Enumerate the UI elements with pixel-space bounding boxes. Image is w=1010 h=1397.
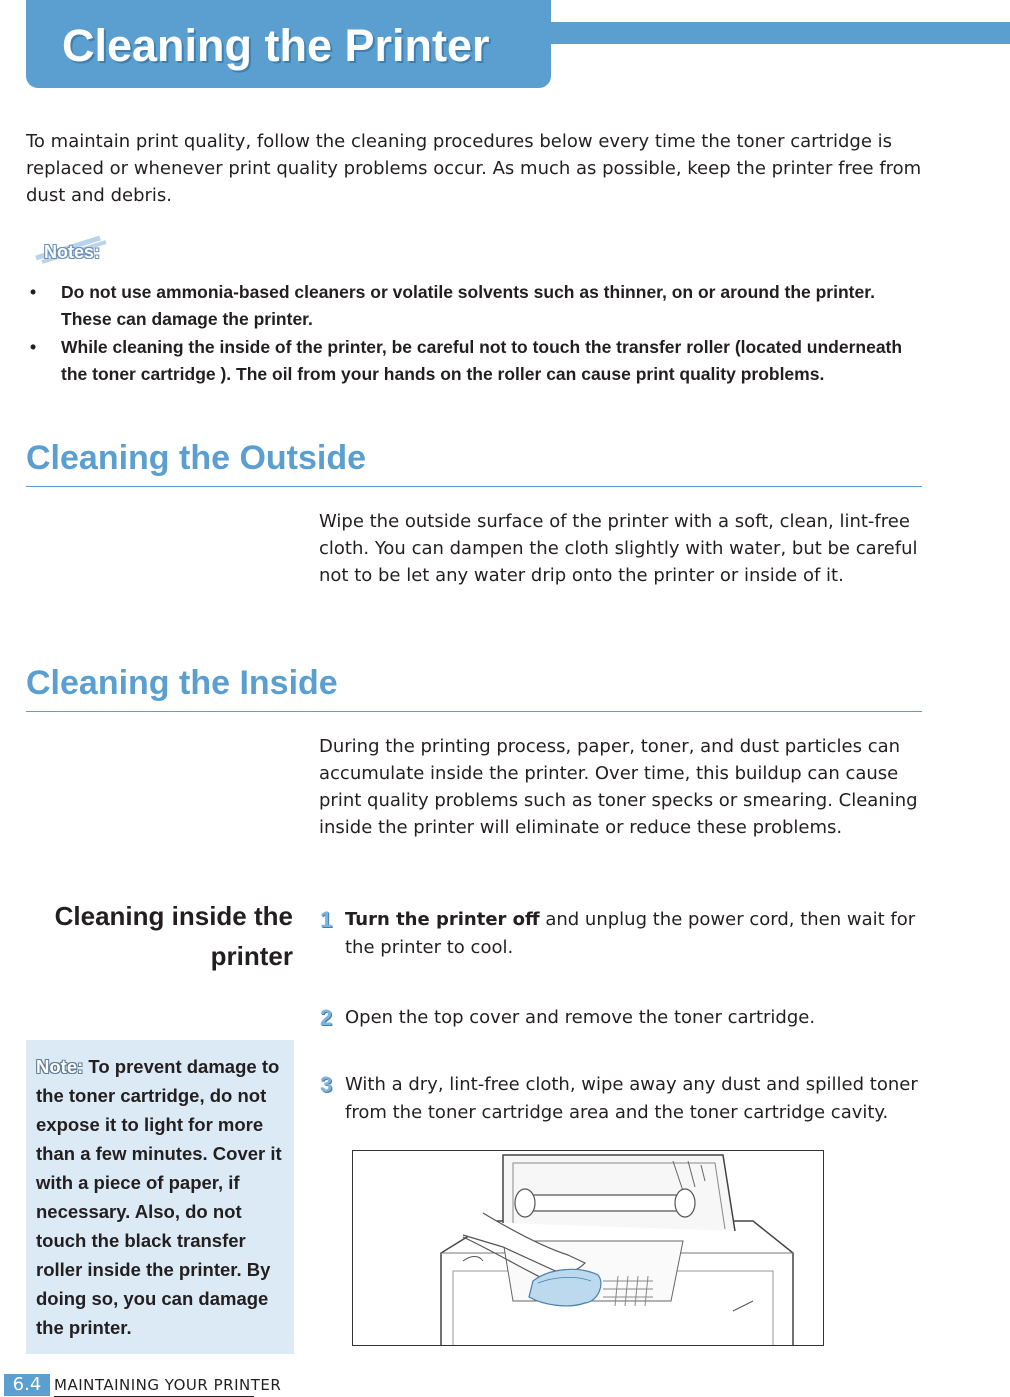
outside-body: Wipe the outside surface of the printer with a soft, clean, lint-free cloth. You can dampen the cloth slightly with water, but be careful not to be let any water drip onto the printer or inside of it. bbox=[319, 511, 918, 586]
step-body: and unplug the power cord, then wait for the printer to cool. bbox=[345, 909, 916, 958]
note-item-text: While cleaning the inside of the printer, be careful not to touch the transfer roller (located underneath the toner cartridge ). The oil from your hands on the roller can cause print quality problems. bbox=[61, 337, 903, 384]
inside-body: During the printing process, paper, toner, and dust particles can accumulate inside the printer. Over time, this buildup can cause print quality problems such as toner specks or smearing. Cleaning inside the printer will eliminate or reduce these problems. bbox=[319, 736, 918, 838]
footer-chapter-title: MAINTAINING YOUR PRINTER bbox=[54, 1376, 282, 1394]
side-note-body: To prevent damage to the toner cartridge, do not expose it to light for more than a few minutes. Cover it with a piece of paper, if necessary. Also, do not touch the black transfer roller inside the printer. By doing so, you can damage the printer. bbox=[36, 1056, 282, 1338]
step-text bbox=[345, 1071, 920, 1127]
step-emphasis: Turn the printer off bbox=[345, 909, 540, 930]
subheading-line: Cleaning inside the bbox=[54, 901, 293, 931]
note-item-text: Do not use ammonia-based cleaners or volatile solvents such as thinner, on or around the printer. These can damage the printer. bbox=[61, 282, 875, 329]
step-text bbox=[345, 906, 920, 962]
bullet-icon: • bbox=[30, 282, 37, 302]
note-item bbox=[30, 279, 910, 333]
notes-list bbox=[30, 279, 910, 389]
printer-cleaning-illustration bbox=[352, 1150, 824, 1346]
subheading-cleaning-inside bbox=[30, 896, 293, 976]
step-text bbox=[345, 1004, 920, 1032]
step-item bbox=[320, 1004, 920, 1032]
step-number: 1 bbox=[320, 907, 333, 932]
section-heading-outside: Cleaning the Outside bbox=[26, 439, 367, 477]
notes-label: Notes: bbox=[44, 242, 101, 262]
step-item bbox=[320, 1071, 920, 1127]
bullet-icon: • bbox=[30, 337, 37, 357]
page-number: 6.4 bbox=[4, 1374, 50, 1396]
section-heading-inside: Cleaning the Inside bbox=[26, 664, 338, 702]
step-number: 3 bbox=[320, 1072, 333, 1097]
intro-paragraph: To maintain print quality, follow the cleaning procedures below every time the toner cartridge is replaced or whenever print quality problems occur. As much as possible, keep the printer free from dust and debris. bbox=[26, 131, 922, 206]
header-band bbox=[540, 22, 1010, 44]
subheading-line: printer bbox=[210, 941, 293, 971]
note-item bbox=[30, 334, 910, 388]
side-note-box bbox=[26, 1040, 294, 1354]
section-divider bbox=[26, 711, 922, 712]
step-body: Open the top cover and remove the toner cartridge. bbox=[345, 1007, 816, 1028]
page-title: Cleaning the Printer bbox=[62, 20, 490, 71]
step-item bbox=[320, 906, 920, 962]
side-note-text bbox=[36, 1052, 284, 1342]
section-divider bbox=[26, 486, 922, 487]
side-note-lead: Note: bbox=[36, 1056, 84, 1077]
step-number: 2 bbox=[320, 1005, 333, 1030]
step-body: With a dry, lint-free cloth, wipe away any dust and spilled toner from the toner cartridge area and the toner cartridge cavity. bbox=[345, 1074, 918, 1123]
